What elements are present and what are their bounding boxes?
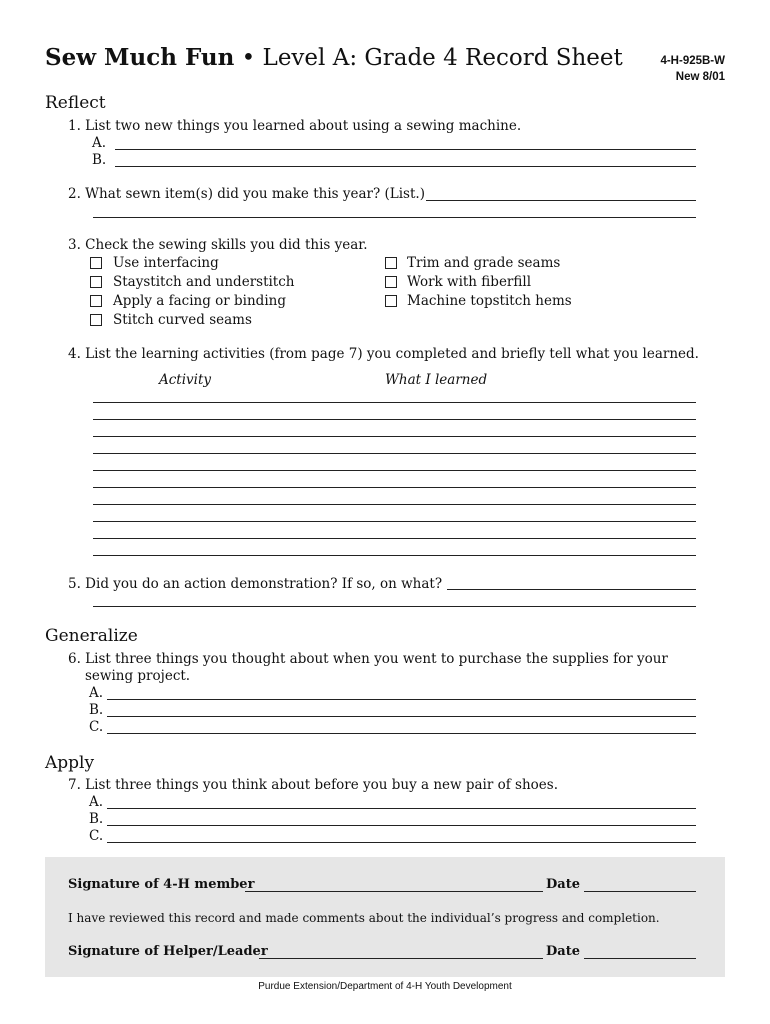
- question-4: 4. List the learning activities (from page 7) you completed and briefly tell what you learned.: [68, 346, 699, 362]
- q4-answer-line[interactable]: [93, 470, 696, 471]
- checkbox-skill-right-1[interactable]: [385, 276, 397, 288]
- q1-answer-line-b[interactable]: [115, 166, 696, 167]
- q6-label-c: C.: [89, 719, 104, 735]
- q7-answer-line-b[interactable]: [107, 825, 696, 826]
- skill-label: Work with fiberfill: [407, 274, 532, 290]
- checkbox-skill-left-3[interactable]: [90, 314, 102, 326]
- q7-answer-line-a[interactable]: [107, 808, 696, 809]
- q4-answer-line[interactable]: [93, 402, 696, 403]
- apply-heading: Apply: [45, 753, 95, 773]
- question-6-line-1: 6. List three things you thought about when you went to purchase the supplies for your: [68, 651, 668, 667]
- generalize-heading: Generalize: [45, 626, 138, 646]
- reflect-heading: Reflect: [45, 93, 106, 113]
- title-rest: Level A: Grade 4 Record Sheet: [262, 45, 623, 71]
- q1-label-a: A.: [92, 135, 107, 151]
- q4-answer-line[interactable]: [93, 436, 696, 437]
- form-date: New 8/01: [675, 71, 725, 83]
- skill-label: Stitch curved seams: [113, 312, 252, 328]
- q4-answer-line[interactable]: [93, 453, 696, 454]
- title-separator: •: [234, 45, 263, 71]
- q6-label-a: A.: [89, 685, 104, 701]
- column-activity-label: Activity: [159, 372, 212, 388]
- q1-answer-line-a[interactable]: [115, 149, 696, 150]
- leader-date-line[interactable]: [584, 958, 696, 959]
- q4-answer-line[interactable]: [93, 504, 696, 505]
- leader-date-label: Date: [546, 944, 580, 959]
- q5-answer-line-2[interactable]: [93, 606, 696, 607]
- review-statement: I have reviewed this record and made comments about the individual’s progress and completion.: [68, 911, 660, 925]
- leader-signature-label: Signature of Helper/Leader: [68, 944, 268, 959]
- question-2: 2. What sewn item(s) did you make this year? (List.): [68, 186, 425, 202]
- member-date-label: Date: [546, 877, 580, 892]
- q2-answer-line-2[interactable]: [93, 217, 696, 218]
- skill-label: Staystitch and understitch: [113, 274, 295, 290]
- form-code: 4-H-925B-W: [660, 55, 725, 67]
- checkbox-skill-right-2[interactable]: [385, 295, 397, 307]
- page-title: [45, 44, 623, 71]
- checkbox-skill-left-2[interactable]: [90, 295, 102, 307]
- checkbox-skill-left-0[interactable]: [90, 257, 102, 269]
- q7-label-a: A.: [89, 794, 104, 810]
- q4-answer-line[interactable]: [93, 555, 696, 556]
- q6-answer-line-b[interactable]: [107, 716, 696, 717]
- page-footer: Purdue Extension/Department of 4-H Youth Development: [258, 981, 512, 992]
- q2-answer-line-1[interactable]: [426, 200, 696, 201]
- checkbox-skill-left-1[interactable]: [90, 276, 102, 288]
- q6-answer-line-a[interactable]: [107, 699, 696, 700]
- checkbox-skill-right-0[interactable]: [385, 257, 397, 269]
- q4-answer-line[interactable]: [93, 538, 696, 539]
- q5-answer-line-1[interactable]: [447, 589, 696, 590]
- q4-answer-line[interactable]: [93, 419, 696, 420]
- member-date-line[interactable]: [584, 891, 696, 892]
- member-signature-label: Signature of 4-H member: [68, 877, 255, 892]
- skill-label: Trim and grade seams: [407, 255, 561, 271]
- q6-answer-line-c[interactable]: [107, 733, 696, 734]
- q6-label-b: B.: [89, 702, 104, 718]
- form-code-block: [660, 53, 725, 85]
- question-3: 3. Check the sewing skills you did this year.: [68, 237, 368, 253]
- skill-label: Use interfacing: [113, 255, 219, 271]
- skill-label: Apply a facing or binding: [113, 293, 286, 309]
- member-signature-line[interactable]: [245, 891, 543, 892]
- q7-label-c: C.: [89, 828, 104, 844]
- title-bold: Sew Much Fun: [45, 44, 235, 71]
- q1-label-b: B.: [92, 152, 107, 168]
- q4-answer-line[interactable]: [93, 521, 696, 522]
- q7-answer-line-c[interactable]: [107, 842, 696, 843]
- leader-signature-line[interactable]: [259, 958, 543, 959]
- question-7: 7. List three things you think about before you buy a new pair of shoes.: [68, 777, 558, 793]
- q7-label-b: B.: [89, 811, 104, 827]
- question-1: 1. List two new things you learned about using a sewing machine.: [68, 118, 522, 134]
- q4-answer-line[interactable]: [93, 487, 696, 488]
- question-6-line-2: sewing project.: [85, 668, 191, 684]
- skill-label: Machine topstitch hems: [407, 293, 572, 309]
- column-learned-label: What I learned: [385, 372, 488, 388]
- question-5: 5. Did you do an action demonstration? If so, on what?: [68, 576, 443, 592]
